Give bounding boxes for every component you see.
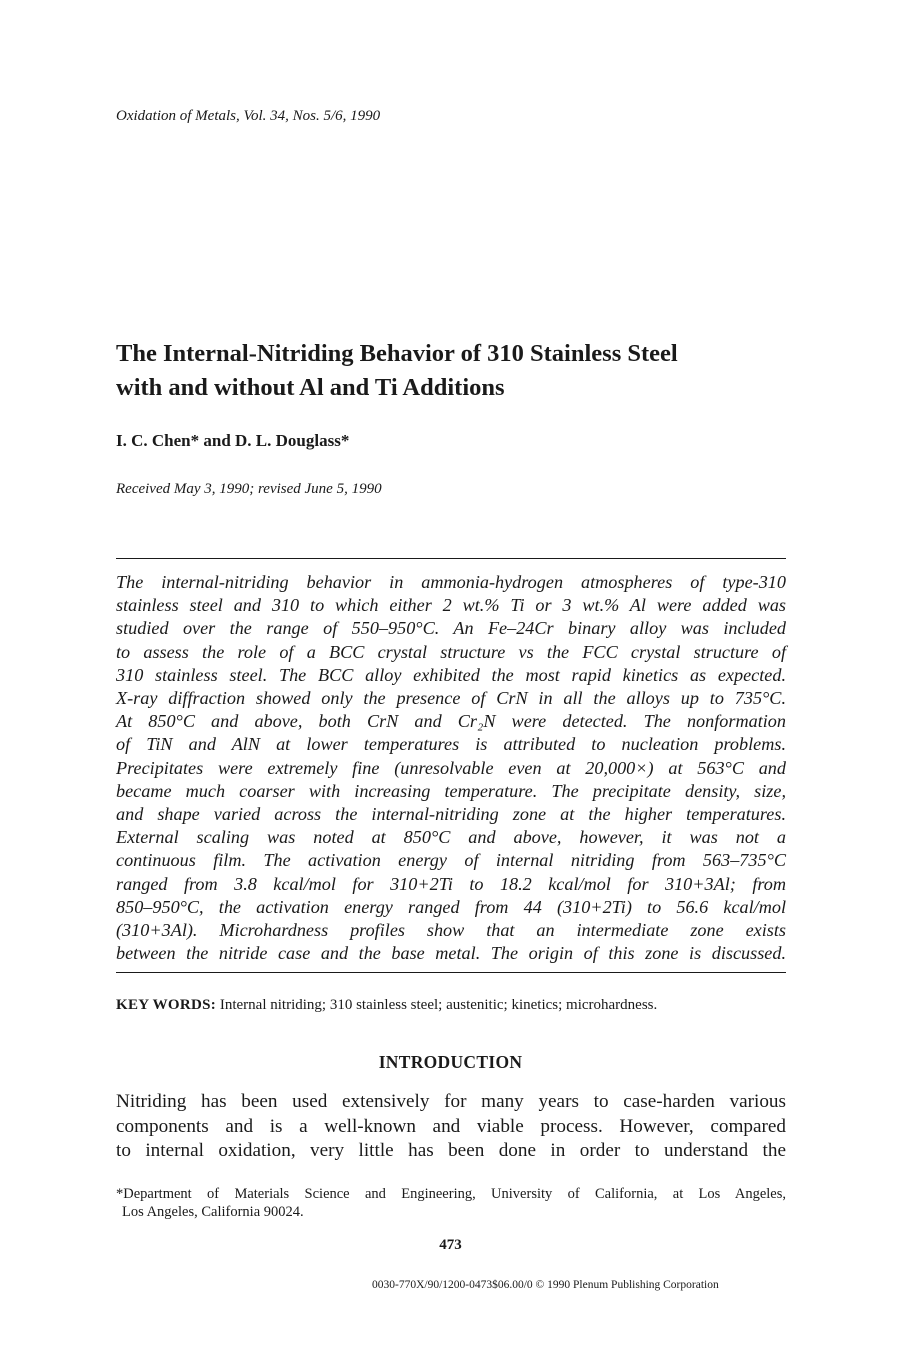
abstract-bottom-rule: [116, 972, 786, 973]
abstract: [116, 571, 786, 965]
keywords-label: KEY WORDS:: [116, 997, 217, 1013]
keywords-text: Internal nitriding; 310 stainless steel; austenitic; kinetics; microhardness.: [216, 997, 658, 1013]
paper-title: [116, 337, 816, 405]
footnote: [116, 1185, 786, 1221]
authors: I. C. Chen* and D. L. Douglass*: [116, 431, 350, 450]
abstract-line: At 850°C and above, both CrN and Cr₂N were detected. The nonformation: [116, 711, 786, 732]
abstract-line: Precipitates were extremely fine (unresolvable even at 20,000×) at 563°C and: [116, 757, 786, 778]
page-number: 473: [439, 1237, 462, 1253]
introduction-text: [116, 1090, 786, 1164]
abstract-line: (310+3Al). Microhardness profiles show that an intermediate zone exists: [116, 920, 786, 941]
title-line: The Internal-Nitriding Behavior of 310 Stainless Steel: [116, 340, 678, 367]
abstract-line: of TiN and AlN at lower temperatures is attributed to nucleation problems.: [116, 734, 786, 755]
abstract-line: studied over the range of 550–950°C. An Fe–24Cr binary alloy was included: [116, 618, 786, 639]
footnote-line: *Department of Materials Science and Engineering, University of California, at Los Angeles,: [116, 1186, 786, 1202]
abstract-line: and shape varied across the internal-nitriding zone at the higher temperatures.: [116, 804, 786, 825]
intro-line: Nitriding has been used extensively for many years to case-harden various: [116, 1091, 786, 1112]
section-heading: INTRODUCTION: [378, 1052, 523, 1072]
abstract-line: 310 stainless steel. The BCC alloy exhibited the most rapid kinetics as expected.: [116, 664, 786, 685]
abstract-line: X-ray diffraction showed only the presence of CrN in all the alloys up to 735°C.: [116, 688, 786, 709]
intro-line: to internal oxidation, very little has been done in order to understand the: [116, 1140, 786, 1161]
received-dates: Received May 3, 1990; revised June 5, 1990: [116, 481, 382, 497]
abstract-line: stainless steel and 310 to which either 2 wt.% Ti or 3 wt.% Al were added was: [116, 595, 786, 616]
title-line: with and without Al and Ti Additions: [116, 374, 505, 401]
keywords: [116, 997, 786, 1014]
abstract-line: continuous film. The activation energy of internal nitriding from 563–735°C: [116, 850, 786, 871]
abstract-top-rule: [116, 558, 786, 559]
abstract-line: The internal-nitriding behavior in ammonia-hydrogen atmospheres of type-310: [116, 572, 786, 592]
abstract-line: 850–950°C, the activation energy ranged from 44 (310+2Ti) to 56.6 kcal/mol: [116, 896, 786, 917]
abstract-line: to assess the role of a BCC crystal structure vs the FCC crystal structure of: [116, 641, 786, 662]
abstract-line: between the nitride case and the base metal. The origin of this zone is discussed.: [116, 943, 786, 964]
intro-line: components and is a well-known and viable process. However, compared: [116, 1115, 786, 1137]
abstract-line: External scaling was noted at 850°C and above, however, it was not a: [116, 827, 786, 848]
abstract-line: became much coarser with increasing temperature. The precipitate density, size,: [116, 780, 786, 801]
abstract-line: ranged from 3.8 kcal/mol for 310+2Ti to 18.2 kcal/mol for 310+3Al; from: [116, 873, 786, 894]
footnote-line: Los Angeles, California 90024.: [122, 1204, 304, 1220]
journal-citation: Oxidation of Metals, Vol. 34, Nos. 5/6, 1990: [116, 108, 381, 124]
copyright-line: 0030-770X/90/1200-0473$06.00/0 © 1990 Plenum Publishing Corporation: [372, 1279, 719, 1291]
